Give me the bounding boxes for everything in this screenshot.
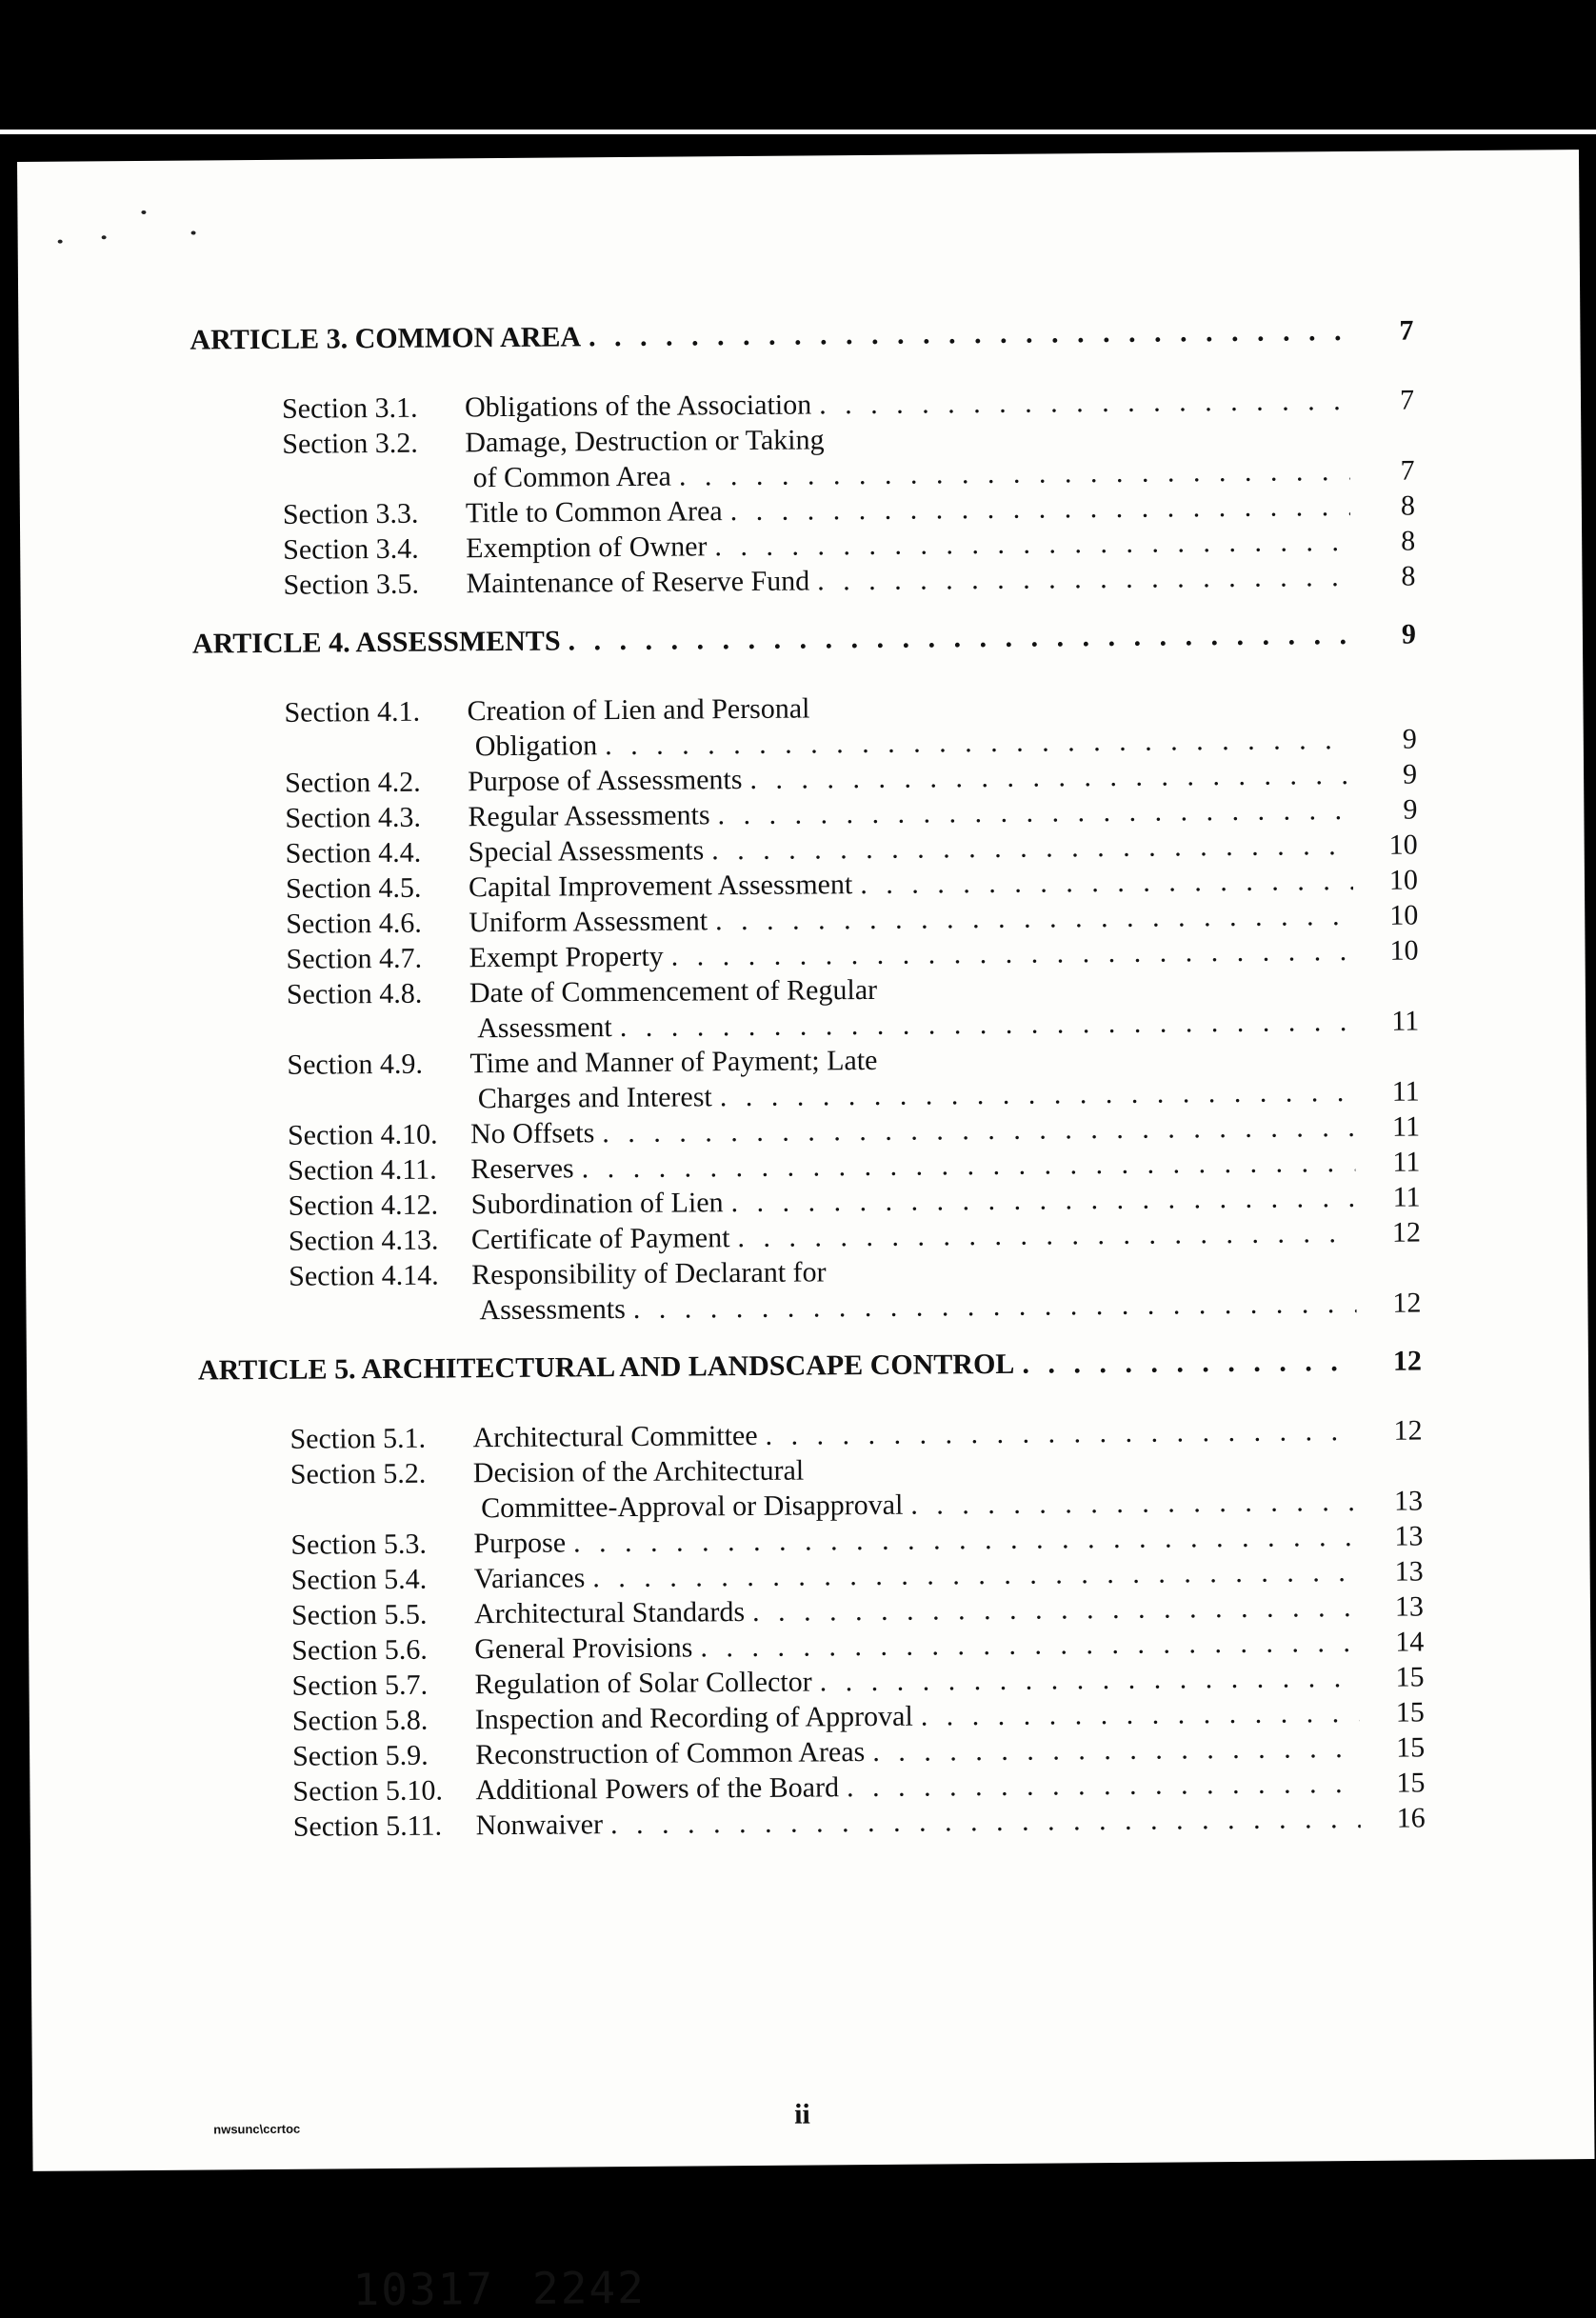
scan-speck [102, 235, 107, 239]
document-number-part: 2242 [531, 2261, 647, 2314]
page-number: 15 [1395, 1661, 1425, 1693]
article-title: ARTICLE 4. ASSESSMENTS [191, 625, 561, 660]
dot-leader [568, 617, 1351, 658]
section-number: Section 4.6. [286, 907, 422, 940]
section-number: Section 4.9. [287, 1048, 424, 1081]
section-title: Reserves [470, 1152, 574, 1186]
page-number: 16 [1396, 1802, 1426, 1834]
toc-article [190, 312, 1413, 357]
page-number: 8 [1401, 525, 1416, 557]
page-number: 9 [1402, 758, 1418, 790]
page-number: 10 [1388, 829, 1418, 861]
section-title: Damage, Destruction or Taking [465, 424, 825, 459]
section-title: Inspection and Recording of Approval [474, 1700, 913, 1736]
section-title: Creation of Lien and Personal [467, 692, 810, 728]
toc-entry [190, 417, 1415, 497]
section-title: Date of Commencement of Regular [469, 973, 878, 1009]
section-number: Section 4.1. [284, 695, 421, 729]
section-title: Special Assessments [468, 834, 705, 869]
section-title: Regular Assessments [468, 799, 710, 833]
dot-leader [581, 1145, 1355, 1186]
dot-leader [749, 757, 1352, 797]
scan-speck [141, 210, 146, 214]
section-title: Title to Common Area [465, 495, 723, 530]
section-title: Decision of the Architectural [472, 1454, 805, 1489]
section-title-continued: Assessments [479, 1293, 626, 1327]
dot-leader [715, 898, 1353, 938]
page-number: 11 [1391, 1110, 1421, 1143]
page-number: 9 [1402, 723, 1417, 755]
toc-entry [192, 686, 1417, 766]
section-title: Obligations of the Association [464, 389, 812, 424]
section-number: Section 5.2. [289, 1457, 427, 1490]
section-title-continued: Assessment [477, 1011, 612, 1045]
section-title: General Provisions [474, 1631, 693, 1666]
dot-leader [717, 792, 1352, 832]
section-title: Reconstruction of Common Areas [475, 1736, 866, 1771]
section-number: Section 4.11. [288, 1153, 437, 1187]
page-number: 15 [1395, 1731, 1426, 1764]
page-number: 9 [1403, 793, 1418, 826]
footer-file-reference: nwsunc\ccrtoc [213, 2121, 301, 2137]
page-number: 11 [1392, 1181, 1421, 1213]
section-title: Exempt Property [469, 940, 664, 974]
dot-leader [765, 1413, 1357, 1453]
section-number: Section 4.3. [285, 801, 422, 834]
section-number: Section 5.4. [290, 1563, 428, 1596]
section-number: Section 5.5. [290, 1598, 428, 1631]
section-number: Section 5.1. [289, 1422, 427, 1455]
dot-leader [592, 1554, 1359, 1595]
section-title: Architectural Standards [473, 1596, 746, 1630]
dot-leader [737, 1215, 1356, 1255]
page-number: 12 [1391, 1216, 1422, 1249]
section-title: Architectural Committee [472, 1419, 758, 1454]
dot-leader [847, 1766, 1361, 1805]
dot-leader [1022, 1344, 1357, 1382]
section-title: Capital Improvement Assessment [468, 869, 853, 904]
section-number: Section 4.12. [288, 1189, 439, 1222]
section-title: Subordination of Lien [470, 1187, 724, 1221]
dot-leader [605, 722, 1352, 763]
section-number: Section 5.10. [292, 1774, 444, 1808]
dot-leader [589, 313, 1349, 354]
dot-leader [752, 1589, 1359, 1629]
page-number: 13 [1394, 1590, 1425, 1623]
dot-leader [860, 863, 1353, 902]
section-number: Section 4.8. [286, 977, 423, 1010]
section-number: Section 4.5. [285, 871, 422, 905]
section-title: Variances [473, 1562, 586, 1595]
section-title: Regulation of Solar Collector [474, 1666, 812, 1701]
scan-speck [58, 240, 63, 244]
page-number: 10 [1388, 864, 1419, 896]
section-title: Purpose of Assessments [467, 764, 743, 798]
dot-leader [633, 1286, 1357, 1327]
section-title: Time and Manner of Payment; Late [469, 1044, 878, 1080]
dot-leader [679, 453, 1350, 494]
dot-leader [819, 383, 1349, 422]
section-number: Section 4.2. [285, 766, 421, 799]
scan-speck [191, 231, 196, 235]
toc-entry [197, 1249, 1422, 1329]
page-number: 8 [1401, 560, 1416, 592]
dot-leader [711, 828, 1353, 868]
section-number: Section 5.11. [292, 1809, 443, 1843]
section-title: Maintenance of Reserve Fund [466, 565, 810, 600]
page-number: 7 [1399, 384, 1415, 416]
section-title: Additional Powers of the Board [475, 1771, 840, 1807]
section-title: Purpose [473, 1527, 567, 1560]
section-number: Section 3.4. [283, 532, 419, 566]
toc-entry [195, 1038, 1420, 1118]
page-number: 11 [1392, 1146, 1421, 1178]
page-number: 15 [1396, 1767, 1426, 1799]
section-title: Exemption of Owner [466, 530, 708, 565]
section-title: Certificate of Payment [470, 1222, 730, 1256]
toc-article [192, 616, 1416, 661]
section-number: Section 5.3. [290, 1528, 428, 1561]
section-number: Section 4.13. [288, 1224, 439, 1257]
scan-edge-line [0, 130, 1596, 134]
page-number: 15 [1395, 1696, 1425, 1729]
section-title-continued: of Common Area [472, 460, 672, 494]
section-title-continued: Charges and Interest [477, 1081, 712, 1115]
dot-leader [671, 933, 1354, 974]
dot-leader [910, 1484, 1358, 1523]
section-number: Section 4.10. [287, 1118, 438, 1151]
section-title: Responsibility of Declarant for [471, 1256, 827, 1291]
footer-page-number: ii [793, 2098, 810, 2130]
page-number: 8 [1400, 490, 1416, 522]
page-number: 9 [1401, 618, 1417, 650]
article-title: ARTICLE 3. COMMON AREA [190, 321, 582, 356]
dot-leader [610, 1801, 1361, 1842]
toc-article [198, 1343, 1422, 1388]
document-number-part: 10317 [352, 2263, 495, 2316]
dot-leader [730, 1180, 1355, 1220]
dot-leader [720, 1074, 1355, 1114]
page-number: 11 [1391, 1075, 1420, 1108]
section-number: Section 4.4. [285, 836, 422, 869]
page-number: 12 [1392, 1345, 1423, 1377]
section-number: Section 3.2. [282, 427, 418, 460]
dot-leader [620, 1004, 1355, 1045]
section-title-continued: Obligation [474, 729, 598, 763]
section-number: Section 3.5. [283, 568, 420, 601]
toc-entry [199, 1448, 1424, 1528]
section-title-continued: Committee-Approval or Disapproval [480, 1489, 904, 1525]
section-number: Section 3.3. [282, 497, 419, 530]
section-number: Section 4.7. [286, 942, 423, 975]
section-number: Section 5.7. [291, 1669, 429, 1702]
dot-leader [602, 1109, 1355, 1150]
document-page [17, 150, 1595, 2316]
page-number: 13 [1394, 1520, 1424, 1552]
dot-leader [817, 559, 1351, 598]
document-number [352, 2262, 646, 2315]
dot-leader [730, 489, 1351, 529]
page-number: 7 [1399, 314, 1414, 347]
page-number: 13 [1394, 1555, 1424, 1588]
page-number: 7 [1400, 454, 1415, 487]
article-title: ARTICLE 5. ARCHITECTURAL AND LANDSCAPE CONTROL [197, 1348, 1015, 1387]
dot-leader [573, 1519, 1359, 1560]
section-number: Section 5.9. [292, 1739, 429, 1772]
section-title: No Offsets [469, 1117, 595, 1150]
dot-leader [714, 524, 1350, 564]
page-number: 14 [1395, 1626, 1425, 1658]
dot-leader [700, 1625, 1359, 1665]
page-number: 12 [1393, 1414, 1423, 1447]
section-number: Section 4.14. [289, 1259, 439, 1292]
page-number: 12 [1392, 1287, 1422, 1319]
section-title: Uniform Assessment [469, 905, 708, 939]
section-number: Section 5.6. [291, 1633, 428, 1667]
dot-leader [872, 1730, 1360, 1769]
section-number: Section 3.1. [281, 391, 418, 425]
page-number: 10 [1389, 934, 1419, 967]
toc-entry [195, 968, 1420, 1048]
section-number: Section 5.8. [291, 1704, 429, 1737]
page-number: 10 [1389, 899, 1419, 931]
page-number: 13 [1393, 1485, 1424, 1517]
page-number: 11 [1391, 1005, 1420, 1037]
table-of-contents [190, 312, 1426, 1845]
dot-leader [820, 1660, 1360, 1699]
section-title: Nonwaiver [475, 1808, 604, 1842]
dot-leader [921, 1695, 1360, 1734]
